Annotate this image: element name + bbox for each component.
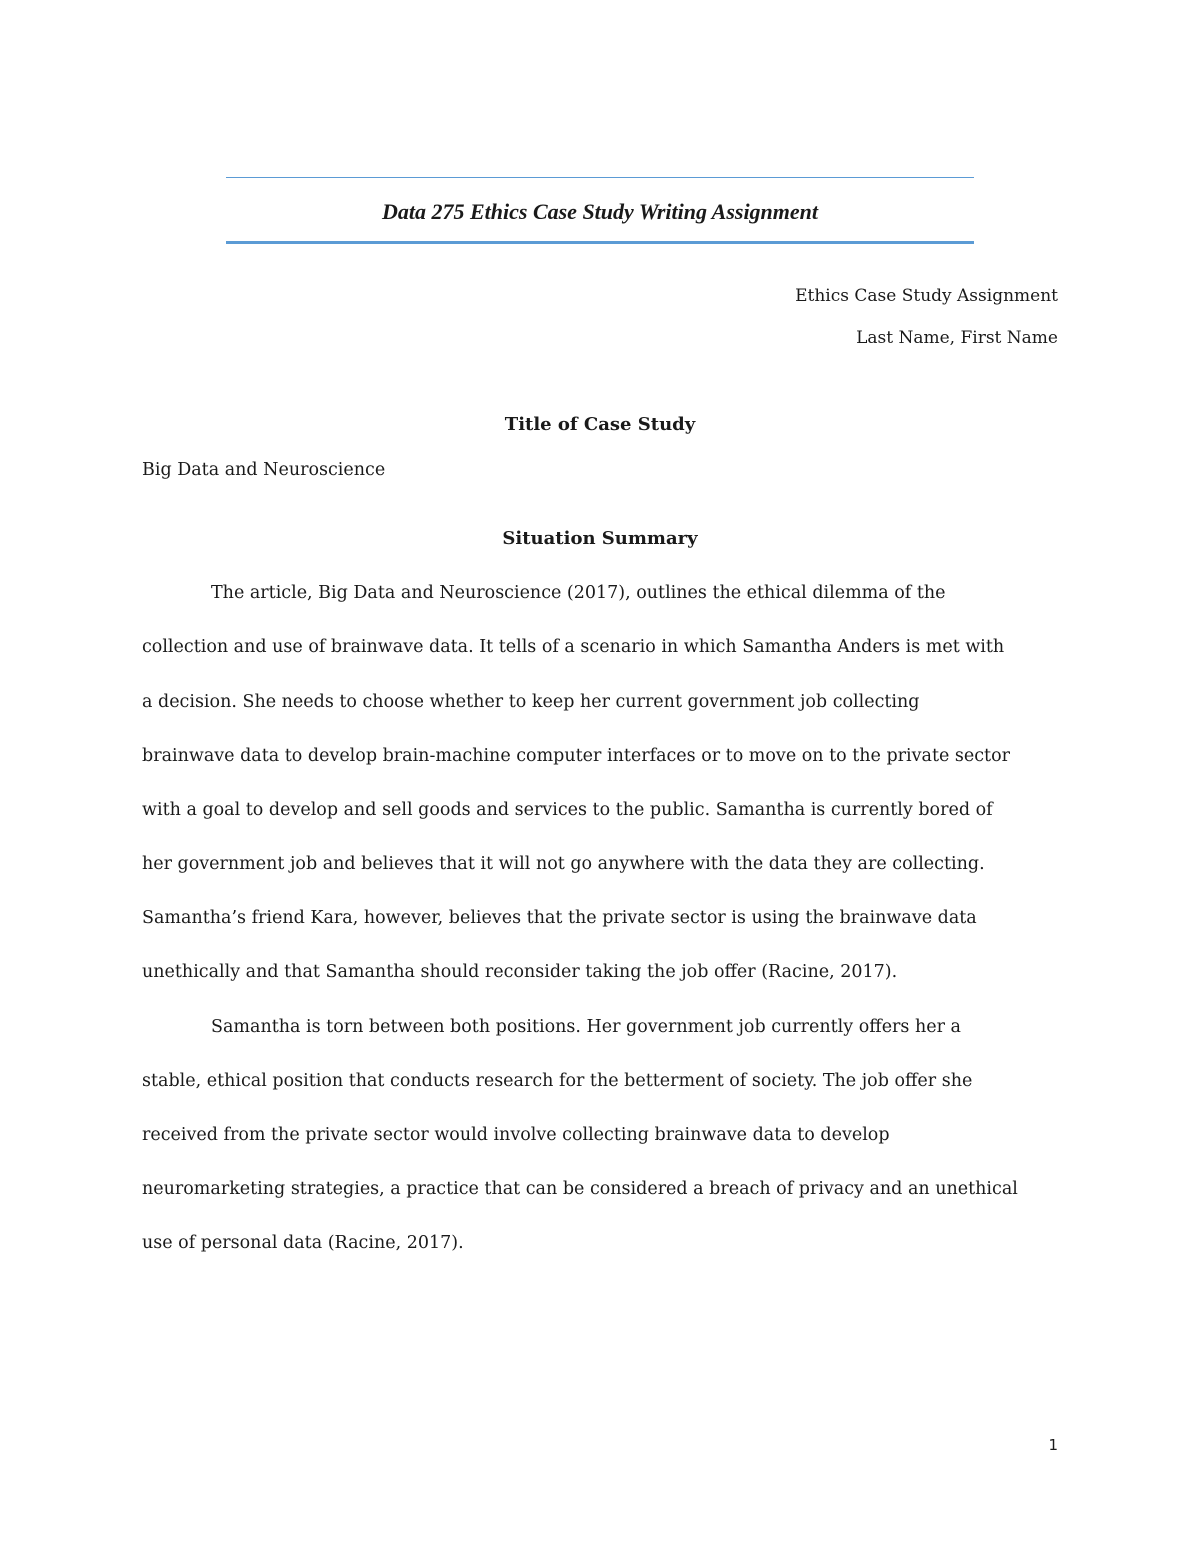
summary-line: Samantha’s friend Kara, however, believes that the private sector is using the brainwave data (142, 908, 977, 928)
summary-line: brainwave data to develop brain-machine computer interfaces or to move on to the private sector (142, 746, 1010, 766)
page-number: 1 (1048, 1436, 1058, 1454)
summary-line: neuromarketing strategies, a practice that can be considered a breach of privacy and an unethical (142, 1179, 1018, 1199)
summary-line: use of personal data (Racine, 2017). (142, 1233, 464, 1253)
case-study-title: Big Data and Neuroscience (142, 460, 386, 480)
title-top-rule (226, 177, 974, 178)
document-title: Data 275 Ethics Case Study Writing Assignment (381, 199, 819, 224)
summary-line: collection and use of brainwave data. It tells of a scenario in which Samantha Anders is met with (142, 637, 1005, 657)
section-heading-summary: Situation Summary (502, 528, 698, 549)
summary-line: her government job and believes that it will not go anywhere with the data they are collecting. (142, 854, 985, 874)
summary-line: with a goal to develop and sell goods and services to the public. Samantha is currently bored of (142, 800, 993, 820)
section-heading-title: Title of Case Study (504, 414, 696, 435)
author-name: Last Name, First Name (856, 328, 1058, 348)
summary-line: a decision. She needs to choose whether to keep her current government job collecting (142, 692, 920, 712)
summary-line: stable, ethical position that conducts research for the betterment of society. The job offer she (142, 1071, 973, 1091)
title-bottom-rule (226, 241, 974, 244)
assignment-label: Ethics Case Study Assignment (795, 286, 1058, 306)
summary-line: Samantha is torn between both positions. Her government job currently offers her a (211, 1017, 961, 1037)
summary-line: unethically and that Samantha should reconsider taking the job offer (Racine, 2017). (142, 962, 898, 982)
summary-line: received from the private sector would involve collecting brainwave data to develop (142, 1125, 890, 1145)
summary-line: The article, Big Data and Neuroscience (2017), outlines the ethical dilemma of the (211, 583, 946, 603)
